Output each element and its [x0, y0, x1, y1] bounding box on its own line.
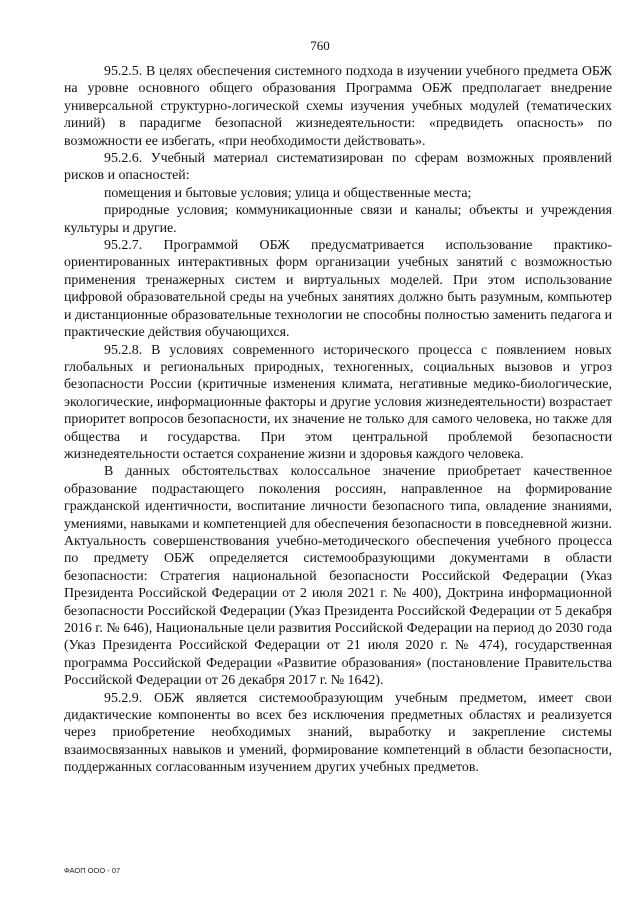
footer-code: ФАОП ООО - 07	[64, 866, 121, 875]
document-body	[64, 63, 612, 777]
paragraph-95-2-5: 95.2.5. В целях обеспечения системного подхода в изучении учебного предмета ОБЖ на уровне основного общего образования Программа ОБЖ предполагает внедрение универсальной структурно-логической схемы изучения учебных модулей (тематических линий) в парадигме безопасной жизнедеятельности: «предвидеть опасность» по возможности ее избегать, «при необходимости действовать».	[64, 64, 612, 149]
page-number: 760	[310, 38, 330, 53]
list-item-household: помещения и бытовые условия; улица и общественные места;	[104, 185, 472, 201]
paragraph-95-2-6: 95.2.6. Учебный материал систематизирован по сферам возможных проявлений рисков и опасностей:	[64, 151, 612, 184]
paragraph-circumstances: В данных обстоятельствах колоссальное значение приобретает качественное образование подрастающего поколения россиян, направленное на формирование гражданской идентичности, воспитание личности безопасного типа, овладение знаниями, умениями, навыками и компетенцией для обеспечения безопасности в повседневной жизни. Актуальность совершенствования учебно-методического обеспечения учебного процесса по предмету ОБЖ определяется системообразующими документами в области безопасности: Стратегия национальной безопасности Российской Федерации (Указ Президента Российской Федерации от 2 июля 2021 г. № 400), Доктрина информационной безопасности Российской Федерации (Указ Президента Российской Федерации от 5 декабря 2016 г. № 646), Национальные цели развития Российской Федерации на период до 2030 года (Указ Президента Российской Федерации от 21 июля 2020 г. № 474), государственная программа Российской Федерации «Развитие образования» (постановление Правительства Российской Федерации от 26 декабря 2017 г. № 1642).	[64, 464, 612, 689]
paragraph-95-2-7: 95.2.7. Программой ОБЖ предусматривается использование практико-ориентированных интерактивных форм организации учебных занятий с возможностью применения тренажерных систем и виртуальных моделей. При этом использование цифровой образовательной среды на учебных занятиях должно быть разумным, компьютер и дистанционные образовательные технологии не способны полностью заменить педагога и практические действия обучающихся.	[64, 238, 612, 341]
paragraph-95-2-8: 95.2.8. В условиях современного исторического процесса с появлением новых глобальных и региональных природных, техногенных, социальных вызовов и угроз безопасности России (критичные изменения климата, негативные медико-биологические, экологические, информационные факторы и другие условия жизнедеятельности) возрастает приоритет вопросов безопасности, их значение не только для самого человека, но также для общества и государства. При этом центральной проблемой безопасности жизнедеятельности остается сохранение жизни и здоровья каждого человека.	[64, 342, 612, 462]
list-item-nature: природные условия; коммуникационные связи и каналы; объекты и учреждения культуры и другие.	[64, 203, 612, 236]
paragraph-95-2-9: 95.2.9. ОБЖ является системообразующим учебным предметом, имеет свои дидактические компоненты во всех без исключения предметных областях и реализуется через приобретение необходимых знаний, выработку и закрепление системы взаимосвязанных навыков и умений, формирование компетенций в области безопасности, поддержанных согласованным изучением других учебных предметов.	[64, 690, 612, 776]
